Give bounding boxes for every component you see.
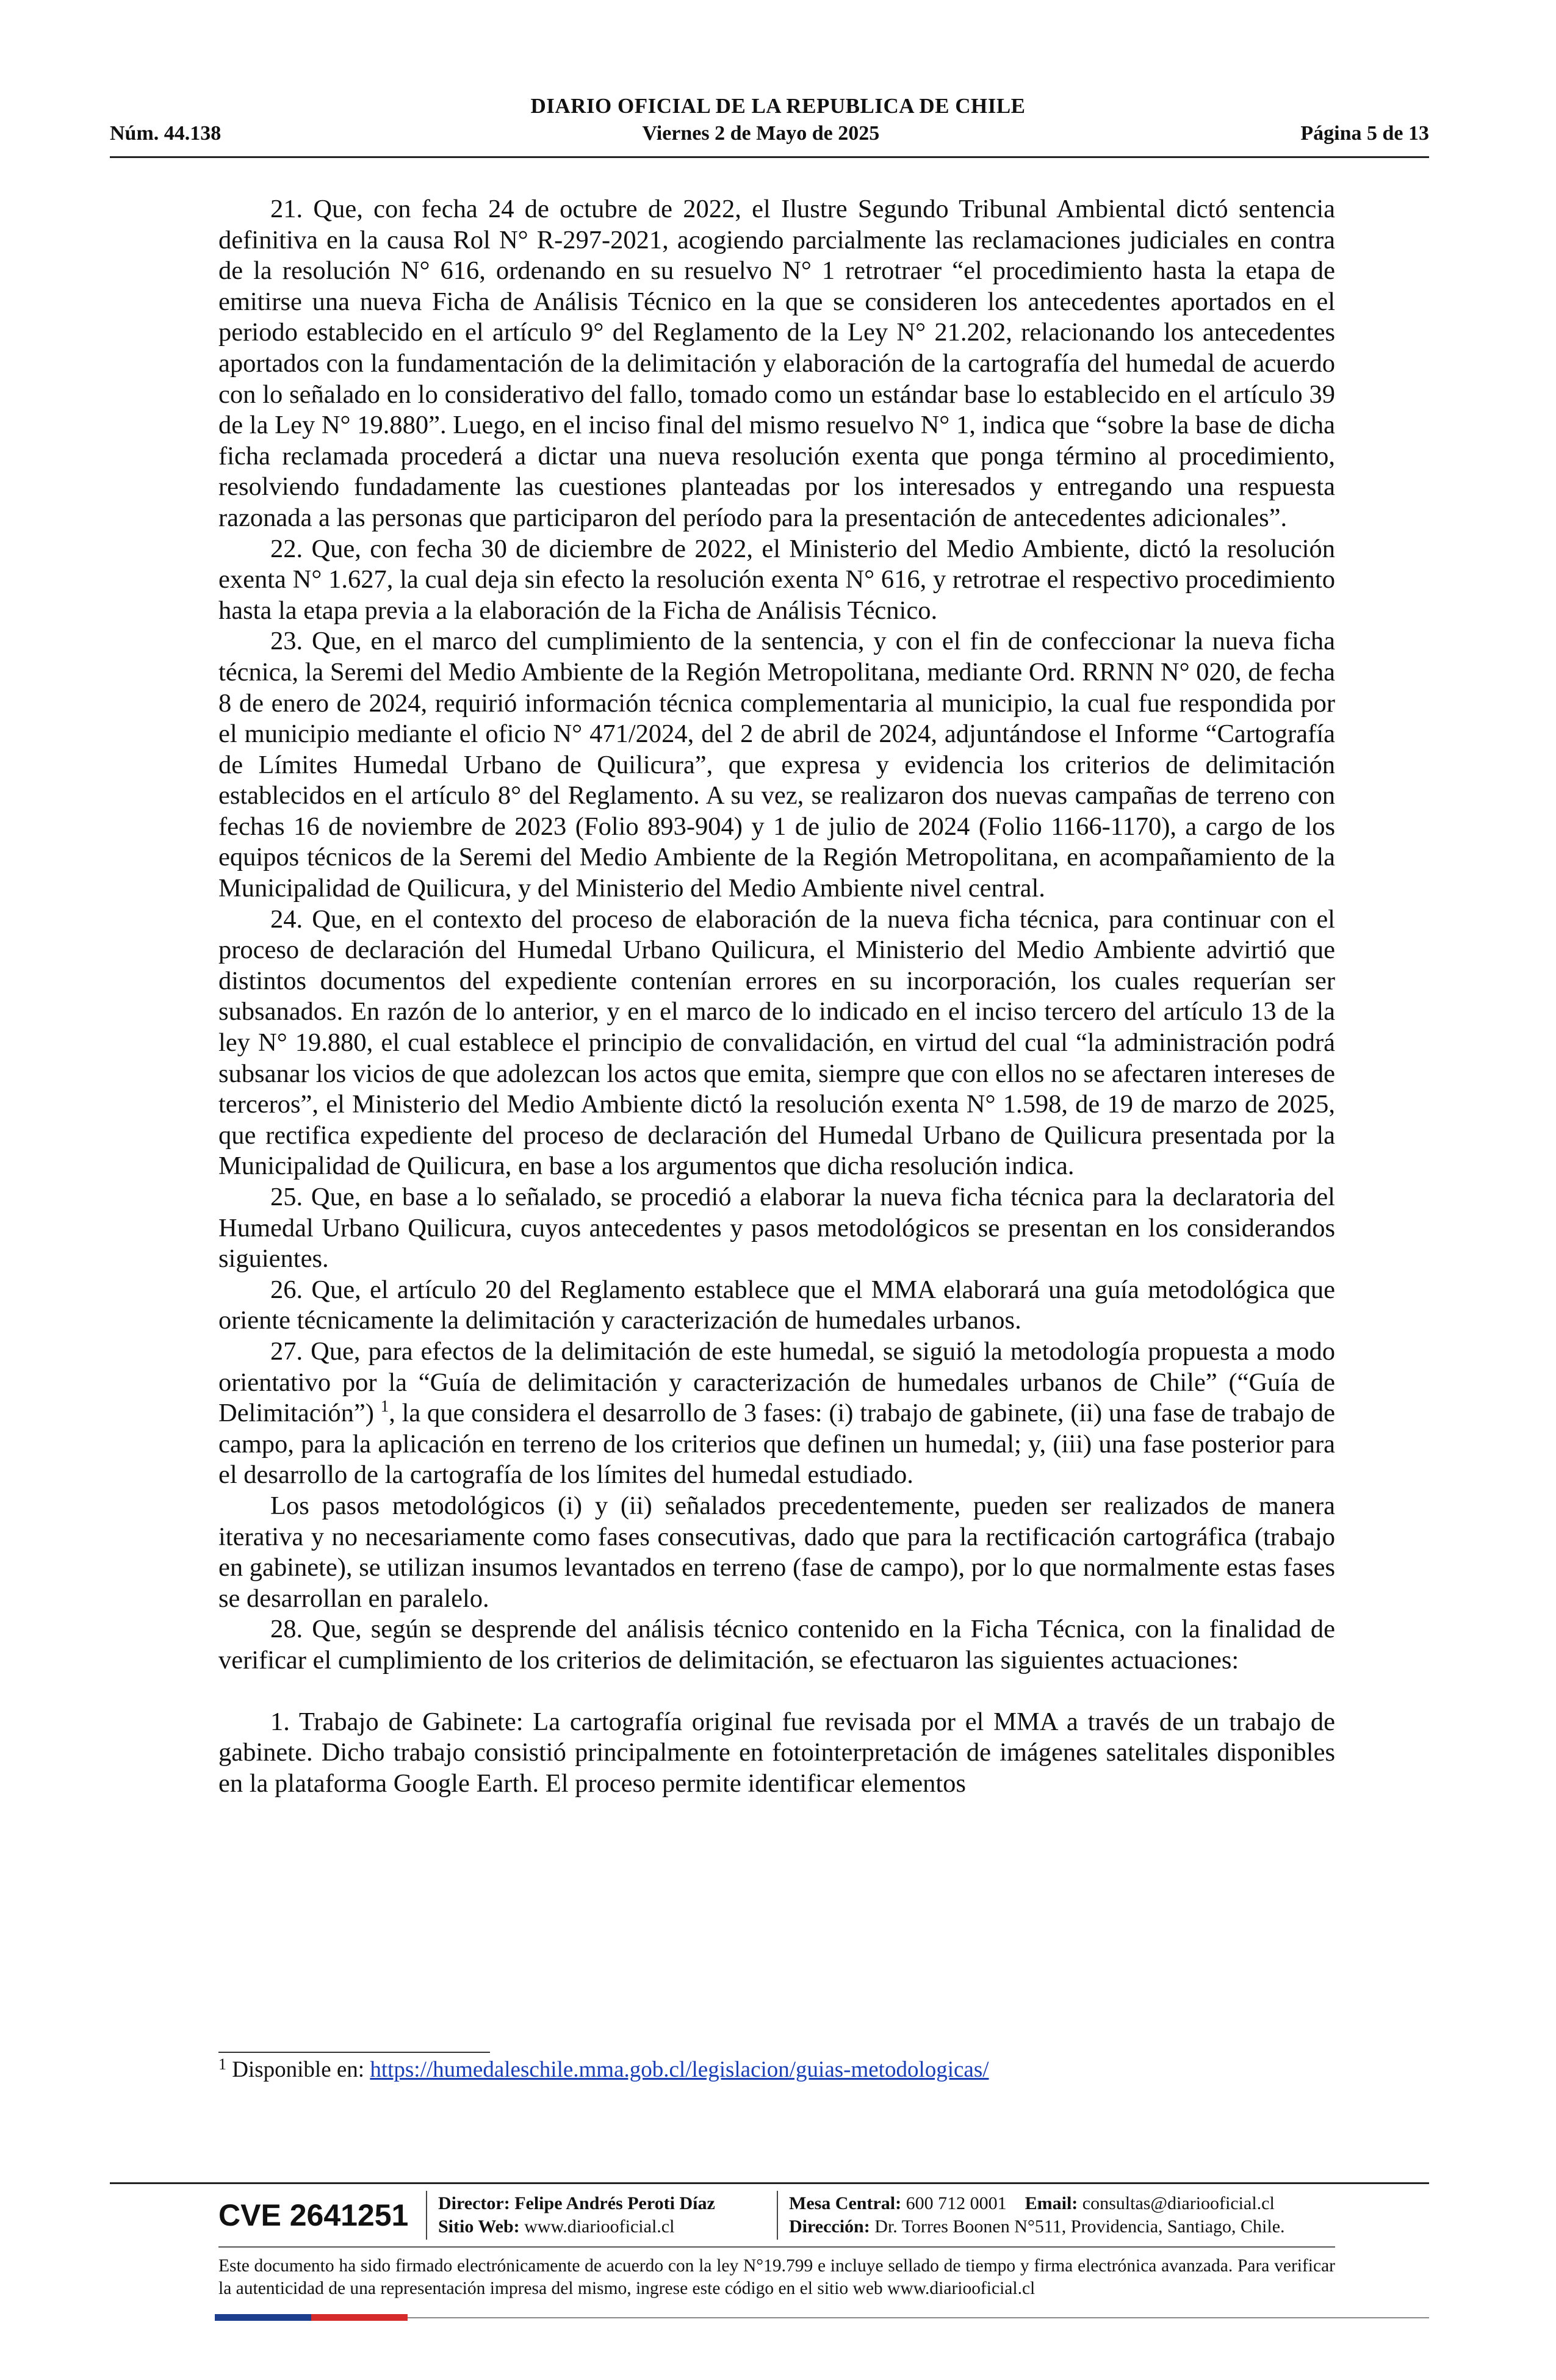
director-label: Director: bbox=[438, 2193, 510, 2213]
email-address[interactable]: consultas@diariooficial.cl bbox=[1082, 2193, 1275, 2213]
footer-contact-column bbox=[777, 2191, 1335, 2240]
footer-director-column bbox=[426, 2191, 777, 2240]
footer-bottom-rule bbox=[408, 2317, 1429, 2318]
address-text: Dr. Torres Boonen N°511, Providencia, Santiago, Chile. bbox=[874, 2216, 1285, 2237]
paragraph-22: 22. Que, con fecha 30 de diciembre de 2022, el Ministerio del Medio Ambiente, dictó la resolución exenta N° 1.627, la cual deja sin efecto la resolución exenta N° 616, y retrotrae el respectivo procedimiento hasta la etapa previa a la elaboración de la Ficha de Análisis Técnico. bbox=[218, 534, 1335, 625]
header-row bbox=[110, 122, 1429, 145]
paragraph-27-text: 27. Que, para efectos de la delimitación de este humedal, se siguió la metodología propuesta a modo orientativo por la “Guía de delimitación y caracterización de humedales urbanos de Chile” (“Guía de Delimitación”) bbox=[218, 1336, 1335, 1428]
paragraph-26: 26. Que, el artículo 20 del Reglamento establece que el MMA elaborará una guía metodológica que oriente técnicamente la delimitación y caracterización de humedales urbanos. bbox=[218, 1275, 1335, 1335]
footnote-link[interactable]: https://humedaleschile.mma.gob.cl/legislacion/guias-metodologicas/ bbox=[370, 2057, 989, 2082]
flag-blue-segment bbox=[215, 2314, 311, 2321]
paragraph-24: 24. Que, en el contexto del proceso de elaboración de la nueva ficha técnica, para continuar con el proceso de declaración del Humedal Urbano Quilicura, el Ministerio del Medio Ambiente advirtió que distintos documentos del expediente contenían errores en su incorporación, los cuales requerían ser subsanados. En razón de lo anterior, y en el marco de lo indicado en el inciso tercero del artículo 13 de la ley N° 19.880, el cual establece el principio de convalidación, en virtud del cual “la administración podrá subsanar los vicios de que adolezcan los actos que emita, siempre que con ellos no se afectaren intereses de terceros”, el Ministerio del Medio Ambiente dictó la resolución exenta N° 1.598, de 19 de marzo de 2025, que rectifica expediente del proceso de declaración del Humedal Urbano de Quilicura presentada por la Municipalidad de Quilicura, en base a los argumentos que dicha resolución indica. bbox=[218, 904, 1335, 1181]
contact-line bbox=[789, 2192, 1335, 2215]
page-number: Página 5 de 13 bbox=[1300, 122, 1429, 145]
flag-stripe bbox=[215, 2314, 408, 2321]
signature-notice: Este documento ha sido firmado electrónicamente de acuerdo con la ley N°19.799 e incluye sellado de tiempo y firma electrónica avanzada. Para verificar la autenticidad de una representación impresa del mismo, ingrese este código en el sitio web www.diariooficial.cl bbox=[218, 2256, 1335, 2298]
paragraph-27 bbox=[218, 1336, 1335, 1491]
mesa-phone: 600 712 0001 bbox=[906, 2193, 1007, 2213]
header-divider bbox=[110, 156, 1429, 158]
paragraph-25: 25. Que, en base a lo señalado, se procedió a elaborar la nueva ficha técnica para la declaratoria del Humedal Urbano Quilicura, cuyos antecedentes y pasos metodológicos se presentan en los considerandos siguientes. bbox=[218, 1183, 1335, 1274]
site-label: Sitio Web: bbox=[438, 2216, 520, 2237]
site-url[interactable]: www.diariooficial.cl bbox=[524, 2216, 675, 2237]
paragraph-23: 23. Que, en el marco del cumplimiento de la sentencia, y con el fin de confeccionar la nueva ficha técnica, la Seremi del Medio Ambiente de la Región Metropolitana, mediante Ord. RRNN N° 020, de fecha 8 de enero de 2024, requirió información técnica complementaria al municipio, la cual fue respondida por el municipio mediante el oficio N° 471/2024, del 2 de abril de 2024, adjuntándose el Informe “Cartografía de Límites Humedal Urbano de Quilicura”, que expresa y evidencia los criterios de delimitación establecidos en el artículo 8° del Reglamento. A su vez, se realizaron dos nuevas campañas de terreno con fechas 16 de noviembre de 2023 (Folio 893-904) y 1 de julio de 2024 (Folio 1166-1170), a cargo de los equipos técnicos de la Seremi del Medio Ambiente de la Región Metropolitana, en acompañamiento de la Municipalidad de Quilicura, y del Ministerio del Medio Ambiente nivel central. bbox=[218, 627, 1335, 903]
footer-info bbox=[218, 2190, 1335, 2241]
footnote-divider bbox=[218, 2052, 490, 2053]
email-label: Email: bbox=[1025, 2193, 1078, 2213]
paragraph-21: 21. Que, con fecha 24 de octubre de 2022, el Ilustre Segundo Tribunal Ambiental dictó sentencia definitiva en la causa Rol N° R-297-2021, acogiendo parcialmente las reclamaciones judiciales en contra de la resolución N° 616, ordenando en su resuelvo N° 1 retrotraer “el procedimiento hasta la etapa de emitirse una nueva Ficha de Análisis Técnico en la que se consideren los antecedentes aportados en el periodo establecido en el artículo 9° del Reglamento de la Ley N° 21.202, relacionando los antecedentes aportados con la fundamentación de la delimitación y elaboración de la cartografía del humedal de acuerdo con lo señalado en lo considerativo del fallo, tomado como un estándar base lo establecido en el artículo 39 de la Ley N° 19.880”. Luego, en el inciso final del mismo resuelvo N° 1, indica que “sobre la base de dicha ficha reclamada procederá a dictar una nueva resolución exenta que ponga término al procedimiento, resolviendo fundadamente las cuestiones planteadas por los interesados y entregando una respuesta razonada a las personas que participaron del período para la presentación de antecedentes adicionales”. bbox=[218, 195, 1335, 532]
list-item-1: 1. Trabajo de Gabinete: La cartografía original fue revisada por el MMA a través de un trabajo de gabinete. Dicho trabajo consistió principalmente en fotointerpretación de imágenes satelitales disponibles en la plataforma Google Earth. El proceso permite identificar elementos bbox=[218, 1707, 1335, 1798]
paragraph-27-continued: Los pasos metodológicos (i) y (ii) señalados precedentemente, pueden ser realizados de manera iterativa y no necesariamente como fases consecutivas, dado que para la rectificación cartográfica (trabajo en gabinete), se utilizan insumos levantados en terreno (fase de campo), por lo que normalmente estas fases se desarrollan en paralelo. bbox=[218, 1491, 1335, 1613]
footnote-marker: 1 bbox=[218, 2055, 226, 2073]
document-body bbox=[218, 194, 1335, 1799]
address-label: Dirección: bbox=[789, 2216, 870, 2237]
footer-divider bbox=[110, 2182, 1429, 2184]
mesa-label: Mesa Central: bbox=[789, 2193, 902, 2213]
issue-date: Viernes 2 de Mayo de 2025 bbox=[642, 122, 880, 145]
director-line bbox=[438, 2192, 777, 2215]
newspaper-title: DIARIO OFICIAL DE LA REPUBLICA DE CHILE bbox=[530, 94, 1026, 118]
footnote-prefix: Disponible en: bbox=[232, 2057, 370, 2082]
director-name: Felipe Andrés Peroti Díaz bbox=[514, 2193, 715, 2213]
site-line bbox=[438, 2215, 777, 2238]
cve-code: CVE 2641251 bbox=[218, 2198, 409, 2232]
paragraph-27-text-cont: , la que considera el desarrollo de 3 fases: (i) trabajo de gabinete, (ii) una fase de trabajo de campo, para la aplicación en terreno de los criterios que definen un humedal; y, (iii) una fase posterior para el desarrollo de la cartografía de los límites del humedal estudiado. bbox=[218, 1399, 1335, 1490]
footnote-reference[interactable]: 1 bbox=[380, 1397, 389, 1416]
issue-number: Núm. 44.138 bbox=[110, 122, 222, 145]
flag-red-segment bbox=[311, 2314, 408, 2321]
address-line bbox=[789, 2215, 1335, 2238]
footer-inner-divider bbox=[218, 2246, 1335, 2248]
footnote bbox=[218, 2057, 1335, 2083]
paragraph-28: 28. Que, según se desprende del análisis técnico contenido en la Ficha Técnica, con la finalidad de verificar el cumplimiento de los criterios de delimitación, se efectuaron las siguientes actuaciones: bbox=[218, 1615, 1335, 1675]
